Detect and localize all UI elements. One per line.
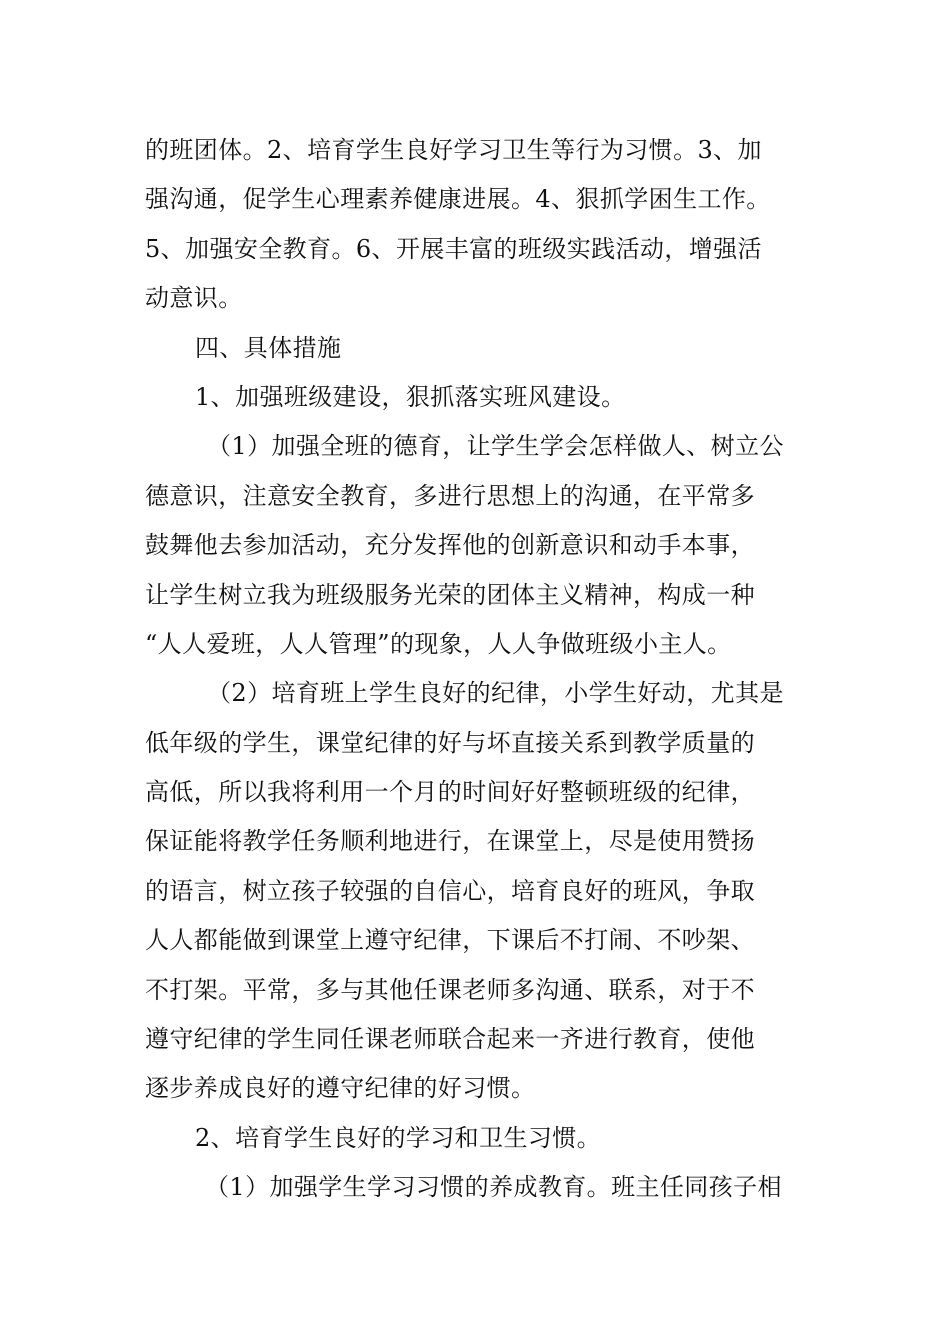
text-line: 高低，所以我将利用一个月的时间好好整顿班级的纪律， [145,778,755,807]
text-line: 强沟通，促学生心理素养健康进展。4、狠抓学困生工作。 [145,185,771,214]
text-line: 逐步养成良好的遵守纪律的好习惯。 [145,1074,536,1103]
text-line: 不打架。平常，多与其他任课老师多沟通、联系，对于不 [145,975,755,1004]
text-line: 人人都能做到课堂上遵守纪律，下课后不打闹、不吵架、 [145,926,755,955]
text-line: 动意识。 [145,284,243,313]
section-heading: 四、具体措施 [195,333,342,362]
text-line: 鼓舞他去参加活动，充分发挥他的创新意识和动手本事， [145,531,755,560]
text-line: 保证能将教学任务顺利地进行，在课堂上，尽是使用赞扬 [145,827,755,856]
text-line: 遵守纪律的学生同任课老师联合起来一齐进行教育，使他 [145,1025,755,1054]
text-line: 的班团体。2、培育学生良好学习卫生等行为习惯。3、加 [145,136,762,164]
text-line: （1）加强全班的德育，让学生学会怎样做人、树立公 [207,432,784,461]
subsection-heading: 2、培育学生良好的学习和卫生习惯。 [195,1123,602,1152]
text-line: 低年级的学生，课堂纪律的好与坏直接关系到教学质量的 [145,728,755,757]
document-body [145,126,825,1213]
text-line: 5、加强安全教育。6、开展丰富的班级实践活动，增强活 [145,234,762,263]
subsection-heading: 1、加强班级建设，狠抓落实班风建设。 [195,382,626,411]
text-line: （2）培育班上学生良好的纪律，小学生好动，尤其是 [207,679,784,708]
text-line: 让学生树立我为班级服务光荣的团体主义精神，构成一种 [145,580,755,609]
text-line: 德意识，注意安全教育，多进行思想上的沟通，在平常多 [145,481,755,510]
text-line: （1）加强学生学习习惯的养成教育。班主任同孩子相 [205,1173,782,1202]
text-line: 的语言，树立孩子较强的自信心，培育良好的班风，争取 [145,876,755,905]
text-line: “人人爱班，人人管理”的现象，人人争做班级小主人。 [145,629,732,658]
